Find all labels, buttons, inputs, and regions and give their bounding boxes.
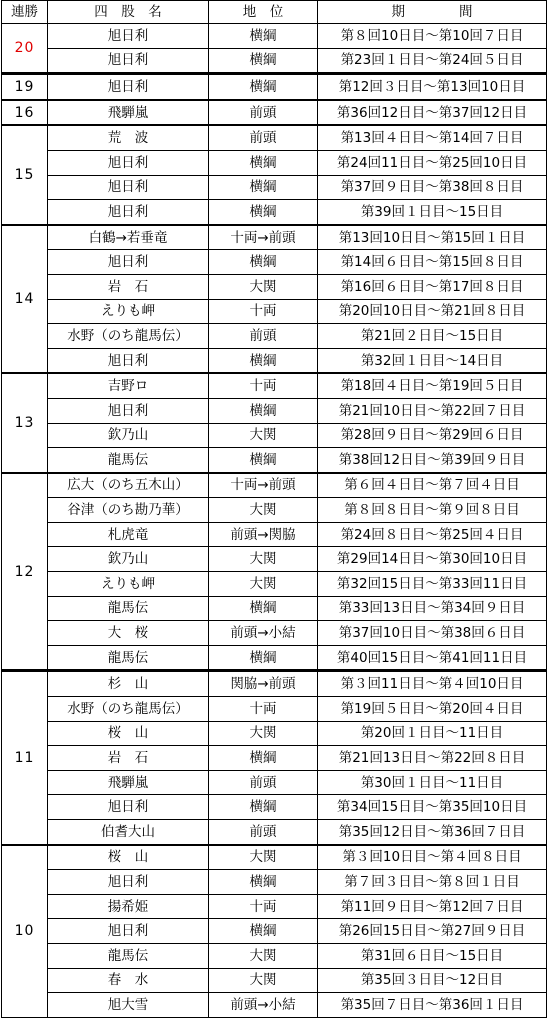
rank-cell: 十両	[209, 299, 318, 324]
table-row	[2, 919, 547, 944]
period-cell: 第33回13日目～第34回９日目	[318, 596, 547, 621]
wins-cell: 13	[2, 373, 48, 472]
period-cell: 第20回１日目～11日目	[318, 721, 547, 746]
period-cell: 第32回１日目～14日目	[318, 348, 547, 373]
shikona-cell: 桜 山	[48, 845, 209, 870]
period-cell: 第21回13日目～第22回８日目	[318, 746, 547, 771]
table-row	[2, 968, 547, 993]
rank-cell: 横綱	[209, 348, 318, 373]
wins-cell: 10	[2, 845, 48, 1018]
shikona-cell: 龍馬伝	[48, 645, 209, 671]
wins-cell: 19	[2, 74, 48, 100]
rank-cell: 前頭	[209, 100, 318, 126]
period-cell: 第31回６日目～15日目	[318, 943, 547, 968]
shikona-cell: 旭日利	[48, 250, 209, 275]
shikona-cell: 荒 波	[48, 125, 209, 150]
period-cell: 第35回12日目～第36回７日目	[318, 820, 547, 845]
shikona-cell: 旭日利	[48, 200, 209, 225]
table-row	[2, 721, 547, 746]
shikona-cell: 龍馬伝	[48, 448, 209, 473]
shikona-cell: 伯耆大山	[48, 820, 209, 845]
shikona-cell: 旭日利	[48, 24, 209, 49]
period-cell: 第11回９日目～第12回７日目	[318, 894, 547, 919]
rank-cell: 横綱	[209, 645, 318, 671]
period-cell: 第８回８日目～第９回８日目	[318, 498, 547, 523]
shikona-cell: 岩 石	[48, 274, 209, 299]
wins-cell: 12	[2, 473, 48, 671]
shikona-cell: 杉 山	[48, 671, 209, 697]
shikona-cell: 飛騨嵐	[48, 770, 209, 795]
rank-cell: 大関	[209, 423, 318, 448]
period-cell: 第36回12日目～第37回12日目	[318, 100, 547, 126]
shikona-cell: えりも岬	[48, 299, 209, 324]
period-cell: 第35回３日目～12日目	[318, 968, 547, 993]
rank-cell: 横綱	[209, 398, 318, 423]
shikona-cell: 水野（のち龍馬伝）	[48, 697, 209, 722]
shikona-cell: 旭日利	[48, 74, 209, 100]
rank-cell: 前頭	[209, 125, 318, 150]
table-row	[2, 894, 547, 919]
shikona-cell: 揚希姫	[48, 894, 209, 919]
wins-cell: 20	[2, 24, 48, 74]
table-row	[2, 845, 547, 870]
rank-cell: 前頭	[209, 770, 318, 795]
table-row	[2, 645, 547, 671]
table-row	[2, 175, 547, 200]
rank-cell: 横綱	[209, 200, 318, 225]
rank-cell: 横綱	[209, 175, 318, 200]
period-cell: 第35回７日目～第36回１日目	[318, 993, 547, 1018]
header-shikona: 四 股 名	[48, 1, 209, 24]
shikona-cell: 旭日利	[48, 870, 209, 895]
table-row	[2, 274, 547, 299]
wins-cell: 15	[2, 125, 48, 224]
rank-cell: 前頭→関脇	[209, 522, 318, 547]
period-cell: 第32回15日目～第33回11日目	[318, 572, 547, 597]
table-row	[2, 423, 547, 448]
shikona-cell: 札虎竜	[48, 522, 209, 547]
shikona-cell: 広大（のち五木山）	[48, 473, 209, 498]
rank-cell: 大関	[209, 498, 318, 523]
period-cell: 第37回10日目～第38回６日目	[318, 621, 547, 646]
shikona-cell: 水野（のち龍馬伝）	[48, 324, 209, 349]
period-cell: 第38回12日目～第39回９日目	[318, 448, 547, 473]
period-cell: 第12回３日目～第13回10日目	[318, 74, 547, 100]
shikona-cell: 吉野ロ	[48, 373, 209, 398]
period-cell: 第37回９日目～第38回８日目	[318, 175, 547, 200]
table-row	[2, 473, 547, 498]
header-row	[2, 1, 547, 24]
table-row	[2, 448, 547, 473]
period-cell: 第21回10日目～第22回７日目	[318, 398, 547, 423]
rank-cell: 十両→前頭	[209, 473, 318, 498]
table-row	[2, 24, 547, 49]
period-cell: 第28回９日目～第29回６日目	[318, 423, 547, 448]
period-cell: 第21回２日目～15日目	[318, 324, 547, 349]
shikona-cell: 旭日利	[48, 398, 209, 423]
rank-cell: 大関	[209, 572, 318, 597]
table-row	[2, 225, 547, 250]
shikona-cell: 龍馬伝	[48, 596, 209, 621]
table-row	[2, 993, 547, 1018]
table-row	[2, 100, 547, 126]
period-cell: 第14回６日目～第15回８日目	[318, 250, 547, 275]
period-cell: 第30回１日目～11日目	[318, 770, 547, 795]
table-row	[2, 373, 547, 398]
header-period: 期 間	[318, 1, 547, 24]
period-cell: 第26回15日目～第27回９日目	[318, 919, 547, 944]
win-streak-table	[1, 0, 547, 1018]
shikona-cell: えりも岬	[48, 572, 209, 597]
shikona-cell: 谷津（のち勘乃華）	[48, 498, 209, 523]
table-row	[2, 150, 547, 175]
wins-cell: 11	[2, 671, 48, 845]
period-cell: 第６回４日目～第７回４日目	[318, 473, 547, 498]
wins-cell: 14	[2, 225, 48, 374]
rank-cell: 前頭	[209, 324, 318, 349]
table-row	[2, 746, 547, 771]
table-row	[2, 522, 547, 547]
table-row	[2, 200, 547, 225]
table-row	[2, 348, 547, 373]
table-row	[2, 697, 547, 722]
table-row	[2, 671, 547, 697]
rank-cell: 横綱	[209, 448, 318, 473]
table-row	[2, 547, 547, 572]
rank-cell: 大関	[209, 968, 318, 993]
table-body	[2, 24, 547, 1018]
rank-cell: 大関	[209, 721, 318, 746]
table-row	[2, 498, 547, 523]
period-cell: 第20回10日目～第21回８日目	[318, 299, 547, 324]
table-row	[2, 125, 547, 150]
rank-cell: 横綱	[209, 74, 318, 100]
table-row	[2, 943, 547, 968]
period-cell: 第29回14日目～第30回10日目	[318, 547, 547, 572]
table-row	[2, 795, 547, 820]
rank-cell: 前頭→小結	[209, 993, 318, 1018]
shikona-cell: 白鶴→若垂竜	[48, 225, 209, 250]
rank-cell: 十両→前頭	[209, 225, 318, 250]
shikona-cell: 欽乃山	[48, 547, 209, 572]
table-row	[2, 770, 547, 795]
rank-cell: 横綱	[209, 24, 318, 49]
period-cell: 第24回11日目～第25回10日目	[318, 150, 547, 175]
shikona-cell: 春 水	[48, 968, 209, 993]
period-cell: 第19回５日目～第20回４日目	[318, 697, 547, 722]
rank-cell: 横綱	[209, 919, 318, 944]
wins-cell: 16	[2, 100, 48, 126]
rank-cell: 横綱	[209, 150, 318, 175]
period-cell: 第３回11日目～第４回10日目	[318, 671, 547, 697]
shikona-cell: 旭大雪	[48, 993, 209, 1018]
period-cell: 第３回10日目～第４回８日目	[318, 845, 547, 870]
period-cell: 第24回８日目～第25回４日目	[318, 522, 547, 547]
rank-cell: 関脇→前頭	[209, 671, 318, 697]
period-cell: 第13回４日目～第14回７日目	[318, 125, 547, 150]
shikona-cell: 旭日利	[48, 795, 209, 820]
table-row	[2, 48, 547, 74]
rank-cell: 十両	[209, 697, 318, 722]
shikona-cell: 大 桜	[48, 621, 209, 646]
period-cell: 第39回１日目～15日目	[318, 200, 547, 225]
table-row	[2, 398, 547, 423]
shikona-cell: 龍馬伝	[48, 943, 209, 968]
rank-cell: 横綱	[209, 746, 318, 771]
shikona-cell: 岩 石	[48, 746, 209, 771]
table-row	[2, 299, 547, 324]
period-cell: 第16回６日目～第17回８日目	[318, 274, 547, 299]
shikona-cell: 旭日利	[48, 48, 209, 74]
shikona-cell: 旭日利	[48, 150, 209, 175]
period-cell: 第７回３日目～第８回１日目	[318, 870, 547, 895]
table-row	[2, 870, 547, 895]
table-row	[2, 820, 547, 845]
table-row	[2, 74, 547, 100]
table-row	[2, 596, 547, 621]
rank-cell: 大関	[209, 943, 318, 968]
rank-cell: 横綱	[209, 48, 318, 74]
rank-cell: 大関	[209, 274, 318, 299]
rank-cell: 横綱	[209, 250, 318, 275]
shikona-cell: 旭日利	[48, 919, 209, 944]
table-row	[2, 324, 547, 349]
period-cell: 第23回１日目～第24回５日目	[318, 48, 547, 74]
rank-cell: 横綱	[209, 795, 318, 820]
rank-cell: 前頭	[209, 820, 318, 845]
period-cell: 第34回15日目～第35回10日目	[318, 795, 547, 820]
rank-cell: 大関	[209, 547, 318, 572]
rank-cell: 十両	[209, 373, 318, 398]
shikona-cell: 飛騨嵐	[48, 100, 209, 126]
header-wins: 連勝	[2, 1, 48, 24]
rank-cell: 十両	[209, 894, 318, 919]
shikona-cell: 旭日利	[48, 348, 209, 373]
period-cell: 第18回４日目～第19回５日目	[318, 373, 547, 398]
rank-cell: 大関	[209, 845, 318, 870]
table-row	[2, 250, 547, 275]
shikona-cell: 旭日利	[48, 175, 209, 200]
rank-cell: 横綱	[209, 596, 318, 621]
shikona-cell: 欽乃山	[48, 423, 209, 448]
period-cell: 第13回10日目～第15回１日目	[318, 225, 547, 250]
rank-cell: 前頭→小結	[209, 621, 318, 646]
shikona-cell: 桜 山	[48, 721, 209, 746]
period-cell: 第８回10日目～第10回７日目	[318, 24, 547, 49]
table-row	[2, 621, 547, 646]
period-cell: 第40回15日目～第41回11日目	[318, 645, 547, 671]
table-row	[2, 572, 547, 597]
header-rank: 地 位	[209, 1, 318, 24]
rank-cell: 横綱	[209, 870, 318, 895]
